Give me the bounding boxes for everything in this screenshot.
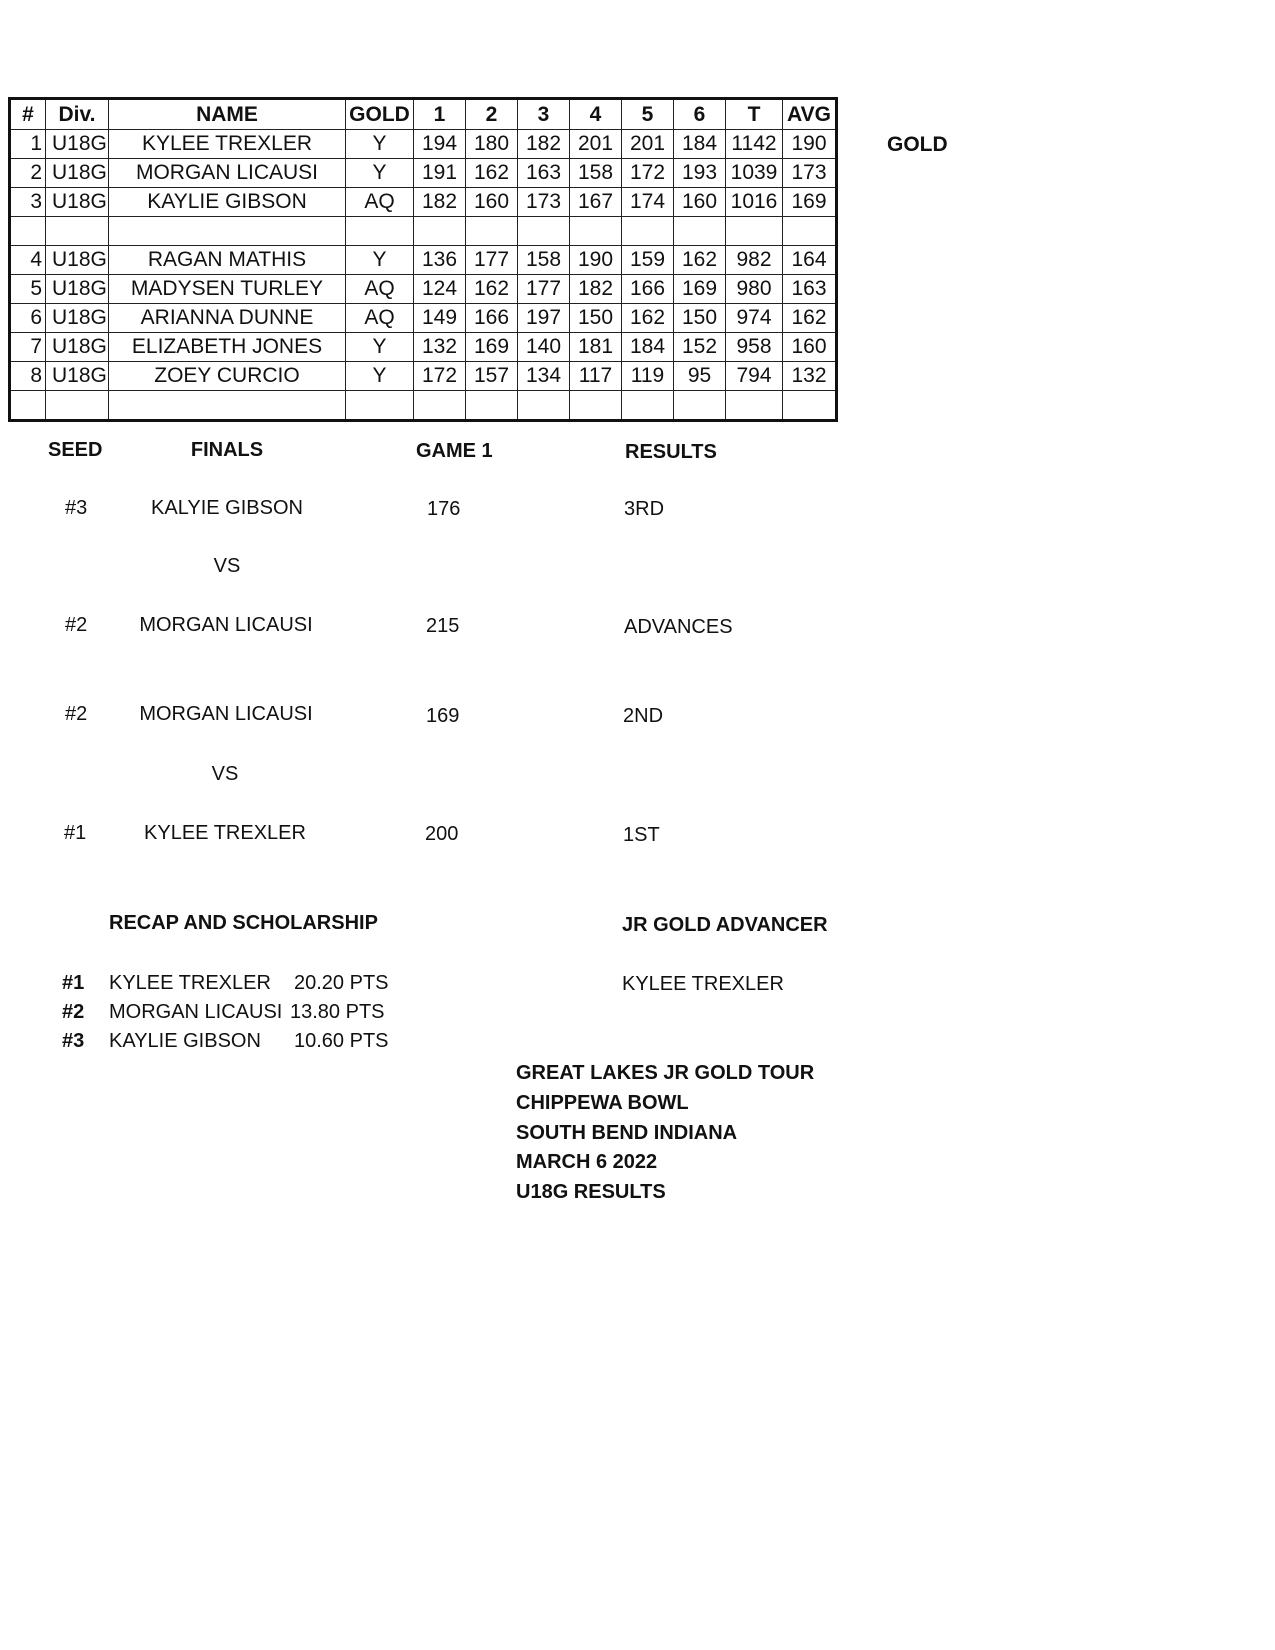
cell-rank: 2 <box>10 159 46 188</box>
match2-b-seed: #1 <box>64 822 87 844</box>
cell-game-5: 172 <box>622 159 674 188</box>
cell-gold: Y <box>346 159 414 188</box>
header-gold: GOLD <box>346 99 414 130</box>
cell-game-1 <box>414 391 466 421</box>
cell-game-2: 162 <box>466 275 518 304</box>
recap-pts-3: 10.60 PTS <box>294 1030 389 1052</box>
cell-gold: AQ <box>346 188 414 217</box>
cell-game-6 <box>674 217 726 246</box>
cell-division <box>46 391 109 421</box>
cell-game-4: 190 <box>570 246 622 275</box>
cell-division: U18G <box>46 333 109 362</box>
cell-average: 160 <box>783 333 837 362</box>
cell-game-2: 162 <box>466 159 518 188</box>
header-name: NAME <box>109 99 346 130</box>
table-row <box>10 391 837 421</box>
cell-game-4 <box>570 391 622 421</box>
cell-game-3: 158 <box>518 246 570 275</box>
cell-name <box>109 391 346 421</box>
finals-header: FINALS <box>190 439 264 461</box>
cell-gold: Y <box>346 130 414 159</box>
table-row <box>10 130 837 159</box>
cell-total <box>726 391 783 421</box>
cell-gold: AQ <box>346 275 414 304</box>
match1-a-result: 3RD <box>624 498 665 520</box>
cell-game-5 <box>622 217 674 246</box>
cell-total: 974 <box>726 304 783 333</box>
match1-a-score: 176 <box>427 498 461 520</box>
event-line-tour: GREAT LAKES JR GOLD TOUR <box>516 1062 815 1084</box>
cell-total: 1142 <box>726 130 783 159</box>
cell-game-4: 201 <box>570 130 622 159</box>
cell-game-3: 177 <box>518 275 570 304</box>
cell-name <box>109 217 346 246</box>
cell-gold: Y <box>346 246 414 275</box>
cell-game-6: 95 <box>674 362 726 391</box>
cell-game-4: 117 <box>570 362 622 391</box>
cell-total: 794 <box>726 362 783 391</box>
cell-name: MADYSEN TURLEY <box>109 275 346 304</box>
header-total: T <box>726 99 783 130</box>
cell-gold: AQ <box>346 304 414 333</box>
cell-name: RAGAN MATHIS <box>109 246 346 275</box>
table-row <box>10 188 837 217</box>
cell-division: U18G <box>46 246 109 275</box>
cell-game-5: 201 <box>622 130 674 159</box>
match2-a-result: 2ND <box>623 705 664 727</box>
cell-game-6: 160 <box>674 188 726 217</box>
cell-average: 163 <box>783 275 837 304</box>
table-row <box>10 159 837 188</box>
cell-average: 164 <box>783 246 837 275</box>
match2-a-seed: #2 <box>65 703 88 725</box>
seed-header: SEED <box>48 439 103 461</box>
recap-rank-2: #2 <box>62 1001 85 1023</box>
cell-game-2: 177 <box>466 246 518 275</box>
table-row <box>10 333 837 362</box>
cell-game-4: 181 <box>570 333 622 362</box>
cell-division <box>46 217 109 246</box>
results-header: RESULTS <box>625 441 717 463</box>
event-line-division: U18G RESULTS <box>516 1181 666 1203</box>
cell-total: 980 <box>726 275 783 304</box>
cell-average: 190 <box>783 130 837 159</box>
table-header-row <box>10 99 837 130</box>
cell-name: ELIZABETH JONES <box>109 333 346 362</box>
match2-b-score: 200 <box>425 823 459 845</box>
cell-total: 1016 <box>726 188 783 217</box>
cell-rank: 3 <box>10 188 46 217</box>
cell-game-6: 152 <box>674 333 726 362</box>
cell-game-6: 162 <box>674 246 726 275</box>
match2-b-result: 1ST <box>623 824 660 846</box>
recap-rank-1: #1 <box>62 972 85 994</box>
cell-average: 162 <box>783 304 837 333</box>
cell-total: 982 <box>726 246 783 275</box>
header-rank: # <box>10 99 46 130</box>
cell-game-3 <box>518 391 570 421</box>
cell-game-3: 140 <box>518 333 570 362</box>
recap-name-2: MORGAN LICAUSI <box>109 1001 283 1023</box>
header-game-5: 5 <box>622 99 674 130</box>
cell-game-2: 160 <box>466 188 518 217</box>
cell-game-2 <box>466 217 518 246</box>
cell-average <box>783 217 837 246</box>
cell-total: 1039 <box>726 159 783 188</box>
advancer-title: JR GOLD ADVANCER <box>622 914 828 936</box>
match1-b-name: MORGAN LICAUSI <box>139 614 313 636</box>
cell-game-5 <box>622 391 674 421</box>
cell-name: ARIANNA DUNNE <box>109 304 346 333</box>
cell-total: 958 <box>726 333 783 362</box>
recap-rank-3: #3 <box>62 1030 85 1052</box>
recap-name-1: KYLEE TREXLER <box>109 972 271 994</box>
cell-game-6: 150 <box>674 304 726 333</box>
cell-rank: 6 <box>10 304 46 333</box>
cell-average: 132 <box>783 362 837 391</box>
header-game-2: 2 <box>466 99 518 130</box>
table-row <box>10 217 837 246</box>
header-game-6: 6 <box>674 99 726 130</box>
cell-game-4: 182 <box>570 275 622 304</box>
cell-game-1: 182 <box>414 188 466 217</box>
cell-division: U18G <box>46 304 109 333</box>
cell-average: 169 <box>783 188 837 217</box>
cell-game-1: 172 <box>414 362 466 391</box>
cell-game-5: 162 <box>622 304 674 333</box>
cell-gold: Y <box>346 362 414 391</box>
cell-game-1: 149 <box>414 304 466 333</box>
match1-b-score: 215 <box>426 615 460 637</box>
match2-a-score: 169 <box>426 705 460 727</box>
event-line-location: SOUTH BEND INDIANA <box>516 1122 738 1144</box>
cell-rank: 4 <box>10 246 46 275</box>
cell-game-2 <box>466 391 518 421</box>
cell-gold <box>346 391 414 421</box>
cell-game-2: 180 <box>466 130 518 159</box>
cell-gold <box>346 217 414 246</box>
cell-game-4: 158 <box>570 159 622 188</box>
match1-b-seed: #2 <box>65 614 88 636</box>
cell-game-6: 184 <box>674 130 726 159</box>
cell-name: MORGAN LICAUSI <box>109 159 346 188</box>
header-average: AVG <box>783 99 837 130</box>
cell-game-3: 182 <box>518 130 570 159</box>
match1-vs: VS <box>213 555 241 577</box>
recap-name-3: KAYLIE GIBSON <box>109 1030 261 1052</box>
header-game-4: 4 <box>570 99 622 130</box>
cell-name: KAYLIE GIBSON <box>109 188 346 217</box>
match2-a-name: MORGAN LICAUSI <box>139 703 313 725</box>
cell-name: ZOEY CURCIO <box>109 362 346 391</box>
cell-game-1 <box>414 217 466 246</box>
cell-game-1: 194 <box>414 130 466 159</box>
standings-table <box>8 97 838 422</box>
cell-game-2: 166 <box>466 304 518 333</box>
header-division: Div. <box>46 99 109 130</box>
cell-game-5: 184 <box>622 333 674 362</box>
cell-game-5: 166 <box>622 275 674 304</box>
table-row <box>10 304 837 333</box>
cell-game-2: 169 <box>466 333 518 362</box>
cell-rank: 5 <box>10 275 46 304</box>
cell-rank: 8 <box>10 362 46 391</box>
cell-game-4: 150 <box>570 304 622 333</box>
recap-pts-1: 20.20 PTS <box>294 972 389 994</box>
cell-game-1: 191 <box>414 159 466 188</box>
cell-game-3: 197 <box>518 304 570 333</box>
cell-game-1: 124 <box>414 275 466 304</box>
event-line-venue: CHIPPEWA BOWL <box>516 1092 689 1114</box>
cell-game-5: 159 <box>622 246 674 275</box>
cell-game-6: 193 <box>674 159 726 188</box>
cell-rank <box>10 391 46 421</box>
cell-rank: 7 <box>10 333 46 362</box>
recap-pts-2: 13.80 PTS <box>290 1001 385 1023</box>
cell-gold: Y <box>346 333 414 362</box>
header-game-1: 1 <box>414 99 466 130</box>
advancer-name: KYLEE TREXLER <box>622 973 784 995</box>
match1-b-result: ADVANCES <box>624 616 733 638</box>
cell-game-5: 174 <box>622 188 674 217</box>
cell-game-4 <box>570 217 622 246</box>
cell-game-1: 136 <box>414 246 466 275</box>
game-1-header: GAME 1 <box>416 440 493 462</box>
cell-game-3: 173 <box>518 188 570 217</box>
cell-rank <box>10 217 46 246</box>
cell-division: U18G <box>46 362 109 391</box>
event-line-date: MARCH 6 2022 <box>516 1151 658 1173</box>
header-game-3: 3 <box>518 99 570 130</box>
cell-rank: 1 <box>10 130 46 159</box>
cell-division: U18G <box>46 130 109 159</box>
recap-title: RECAP AND SCHOLARSHIP <box>109 912 378 934</box>
cell-division: U18G <box>46 188 109 217</box>
table-row <box>10 362 837 391</box>
table-row <box>10 246 837 275</box>
table-row <box>10 275 837 304</box>
cell-game-2: 157 <box>466 362 518 391</box>
cell-average: 173 <box>783 159 837 188</box>
match1-a-seed: #3 <box>65 497 88 519</box>
cell-game-5: 119 <box>622 362 674 391</box>
cell-game-4: 167 <box>570 188 622 217</box>
match2-b-name: KYLEE TREXLER <box>144 822 306 844</box>
match2-vs: VS <box>211 763 239 785</box>
cell-game-3: 163 <box>518 159 570 188</box>
cell-game-6 <box>674 391 726 421</box>
cell-name: KYLEE TREXLER <box>109 130 346 159</box>
cell-game-6: 169 <box>674 275 726 304</box>
gold-qualifier-label: GOLD <box>887 133 948 156</box>
cell-average <box>783 391 837 421</box>
cell-division: U18G <box>46 159 109 188</box>
cell-game-3 <box>518 217 570 246</box>
cell-division: U18G <box>46 275 109 304</box>
cell-game-3: 134 <box>518 362 570 391</box>
cell-game-1: 132 <box>414 333 466 362</box>
cell-total <box>726 217 783 246</box>
match1-a-name: KALYIE GIBSON <box>151 497 303 519</box>
